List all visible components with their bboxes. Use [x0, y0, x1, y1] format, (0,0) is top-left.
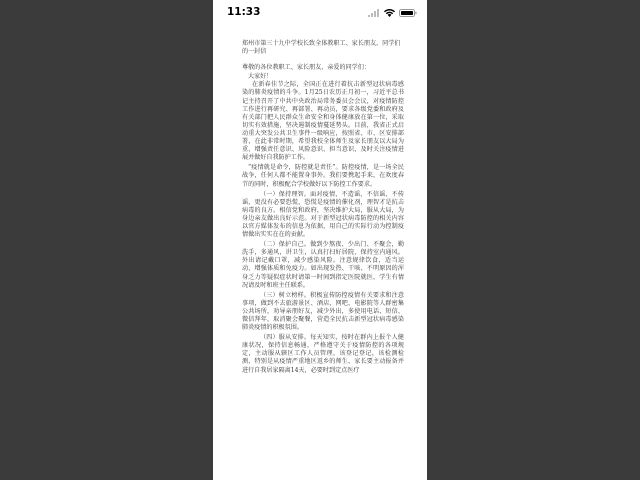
letter-greeting: 尊敬的各位教职工、家长朋友、亲爱的同学们：	[242, 64, 370, 72]
letter-salutation: 大家好！	[248, 73, 273, 81]
letter-paragraph: （三）树立榜样。积极宣传防控疫情有关要求和注意事项，做到不去旅游景区、酒店、网吧、电影院等人群密集公共场所，劝导亲朋好友，减少外出，多使用电话、短信、微信拜年，取消聚会聚餐，营造全民抗击新型冠状病毒感染肺炎疫情的积极氛围。	[242, 291, 404, 332]
letter-paragraph: （一）保持理智。面对疫情，不造谣、不信谣、不传谣，更没有必要恐慌，恐慌是疫情的催化剂，理智才是抗击病毒的良方。相信党和政府，坚决维护大局，服从大局，为身边亲友做出良好示范。对于新型冠状病毒防控的相关内容以官方媒体发布的信息为依据，用自己的实际行动为控制疫情做出实实在在的贡献。	[242, 190, 404, 239]
letter-document	[242, 40, 404, 377]
wifi-icon	[384, 9, 395, 17]
status-bar	[213, 0, 427, 26]
battery-icon	[399, 9, 417, 17]
letter-paragraph: “疫情就是命令，防控就是责任”。防控疫情，是一场全民战争，任何人都不能置身事外。我们要携起手来，在欢度春节的同时，积极配合学校做好以下防控工作要求。	[242, 164, 404, 188]
status-icons	[368, 8, 417, 18]
signal-bars-icon	[368, 9, 380, 17]
letter-paragraph: 在新春佳节之际，全国正在进行着抗击新型冠状病毒感染的肺炎疫情的斗争。1月25日农历正月初一，习近平总书记主持召开了中共中央政治局常务委员会会议，对疫情防控工作进行再研究、再部署、再动员，要求各级党委和政府及有关部门把人民群众生命安全和身体健康放在第一位，采取切实有效措施，坚决遏制疫情蔓延势头。目前，我省正式启动重大突发公共卫生事件一级响应，按照省、市、区安排部署，在此非常时期，希望我校全体师生及家长朋友以大局为重，增强责任意识、风险意识、担当意识，及时关注疫情进展并做好自我防护工作。	[242, 81, 404, 162]
letter-paragraph: （四）服从安排。每天知实、按时在群内上报个人健康状况，保持信息畅通，严格遵守关于疫情防控的各项规定，主动服从辖区工作人员管理，该登记登记，该检测检测，特别是从疫情严重地区返乡的师生、家长要主动报备并进行自我居家隔离14天，必要时到定点医疗	[242, 334, 404, 374]
status-time: 11:33	[227, 6, 261, 18]
letter-title: 郑州市第三十九中学校长致全体教职工、家长朋友、同学们的一封信	[242, 40, 401, 56]
letter-paragraph: （二）保护自己。做到少熬夜、少出门、不聚会，勤洗手，多通风，讲卫生，认真打扫好居院，保持室内通风。外出请记戴口罩，减少感染风险。注意规律饮食，适当运动，增强体质和免疫力。如出现发热、干咳、不明原因的浑身乏力等疑似症状时请第一时间到指定医院就医，学生有情况请及时和班主任联系。	[242, 241, 404, 289]
phone-screen	[213, 0, 427, 480]
